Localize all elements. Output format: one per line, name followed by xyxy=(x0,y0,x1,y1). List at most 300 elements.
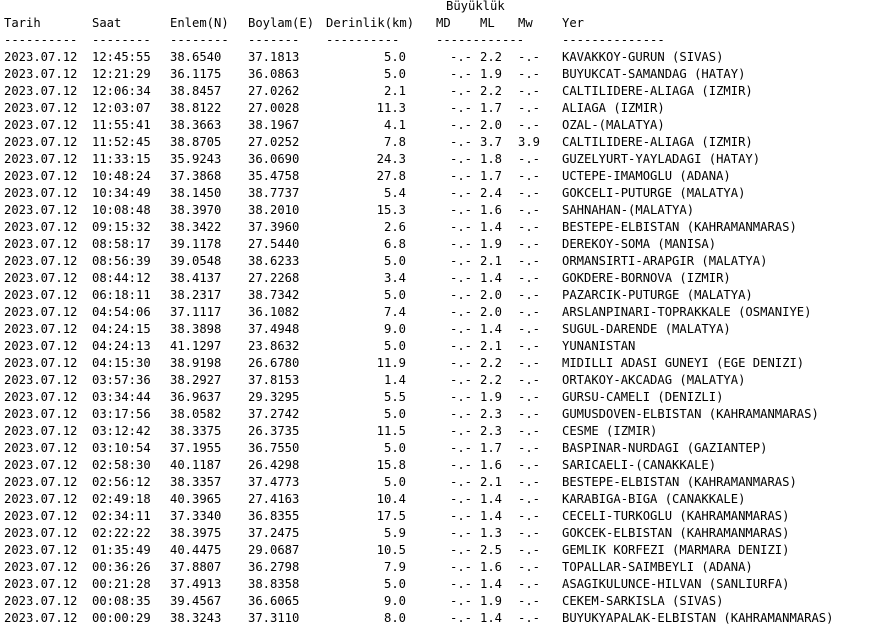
cell-ml: 1.7 xyxy=(480,169,503,183)
cell-ml: 2.4 xyxy=(480,186,503,200)
cell-md: -.- xyxy=(449,118,472,132)
cell-depth: 5.4 xyxy=(383,186,406,200)
table-row xyxy=(4,321,834,338)
cell-mw: -.- xyxy=(518,84,541,98)
cell-location: ALIAGA (IZMIR) xyxy=(562,101,665,115)
cell-lat: 38.3975 xyxy=(170,526,222,540)
table-row xyxy=(4,559,834,576)
table-row xyxy=(4,66,834,83)
cell-time: 10:48:24 xyxy=(92,169,151,183)
table-row xyxy=(4,389,834,406)
cell-lat: 41.1297 xyxy=(170,339,222,353)
cell-location: ASAGIKULUNCE-HILVAN (SANLIURFA) xyxy=(562,577,790,591)
cell-lon: 37.4773 xyxy=(248,475,300,489)
cell-time: 08:58:17 xyxy=(92,237,151,251)
cell-ml: 1.4 xyxy=(480,220,503,234)
cell-mw: -.- xyxy=(518,526,541,540)
table-row xyxy=(4,338,834,355)
cell-lat: 37.4913 xyxy=(170,577,222,591)
cell-date: 2023.07.12 xyxy=(4,288,78,302)
cell-date: 2023.07.12 xyxy=(4,169,78,183)
sep-date: ---------- xyxy=(4,33,78,47)
cell-date: 2023.07.12 xyxy=(4,339,78,353)
magnitude-group-label: Büyüklük xyxy=(446,0,505,13)
cell-lat: 38.8122 xyxy=(170,101,222,115)
cell-md: -.- xyxy=(449,373,472,387)
cell-ml: 2.3 xyxy=(480,424,503,438)
cell-mw: -.- xyxy=(518,152,541,166)
cell-mw: -.- xyxy=(518,458,541,472)
cell-mw: -.- xyxy=(518,543,541,557)
cell-depth: 7.9 xyxy=(383,560,406,574)
cell-date: 2023.07.12 xyxy=(4,84,78,98)
cell-mw: -.- xyxy=(518,169,541,183)
cell-md: -.- xyxy=(449,458,472,472)
cell-location: GUMUSDOVEN-ELBISTAN (KAHRAMANMARAS) xyxy=(562,407,819,421)
cell-date: 2023.07.12 xyxy=(4,237,78,251)
cell-location: GOKCEK-ELBISTAN (KAHRAMANMARAS) xyxy=(562,526,790,540)
cell-date: 2023.07.12 xyxy=(4,560,78,574)
cell-mw: -.- xyxy=(518,424,541,438)
cell-date: 2023.07.12 xyxy=(4,152,78,166)
cell-md: -.- xyxy=(449,50,472,64)
cell-location: MIDILLI ADASI GUNEYI (EGE DENIZI) xyxy=(562,356,805,370)
col-location-header: Yer xyxy=(562,16,585,30)
cell-location: KAVAKKOY-GURUN (SIVAS) xyxy=(562,50,724,64)
cell-lon: 27.2268 xyxy=(248,271,300,285)
cell-date: 2023.07.12 xyxy=(4,135,78,149)
cell-lat: 35.9243 xyxy=(170,152,222,166)
table-row xyxy=(4,219,834,236)
table-row xyxy=(4,576,834,593)
cell-md: -.- xyxy=(449,492,472,506)
table-row xyxy=(4,440,834,457)
cell-mw: -.- xyxy=(518,560,541,574)
cell-date: 2023.07.12 xyxy=(4,594,78,608)
cell-ml: 1.8 xyxy=(480,152,503,166)
table-row xyxy=(4,304,834,321)
cell-date: 2023.07.12 xyxy=(4,186,78,200)
cell-depth: 4.1 xyxy=(383,118,406,132)
cell-ml: 2.2 xyxy=(480,373,503,387)
cell-depth: 5.0 xyxy=(383,441,406,455)
cell-time: 00:08:35 xyxy=(92,594,151,608)
table-row xyxy=(4,185,834,202)
cell-location: GEMLIK KORFEZI (MARMARA DENIZI) xyxy=(562,543,790,557)
cell-date: 2023.07.12 xyxy=(4,254,78,268)
header-row xyxy=(4,15,834,32)
table-row xyxy=(4,134,834,151)
cell-ml: 2.0 xyxy=(480,305,503,319)
cell-lon: 36.8355 xyxy=(248,509,300,523)
cell-location: OZAL-(MALATYA) xyxy=(562,118,665,132)
cell-md: -.- xyxy=(449,390,472,404)
cell-mw: -.- xyxy=(518,475,541,489)
cell-depth: 7.8 xyxy=(383,135,406,149)
cell-ml: 3.7 xyxy=(480,135,503,149)
cell-md: -.- xyxy=(449,424,472,438)
cell-ml: 1.4 xyxy=(480,322,503,336)
cell-lat: 38.3970 xyxy=(170,203,222,217)
cell-md: -.- xyxy=(449,237,472,251)
cell-date: 2023.07.12 xyxy=(4,577,78,591)
cell-location: TOPALLAR-SAIMBEYLI (ADANA) xyxy=(562,560,753,574)
cell-md: -.- xyxy=(449,560,472,574)
cell-location: YUNANISTAN xyxy=(562,339,636,353)
cell-location: SAHNAHAN-(MALATYA) xyxy=(562,203,695,217)
cell-depth: 15.3 xyxy=(376,203,406,217)
cell-date: 2023.07.12 xyxy=(4,118,78,132)
cell-lat: 40.1187 xyxy=(170,458,222,472)
cell-lat: 36.1175 xyxy=(170,67,222,81)
cell-time: 11:33:15 xyxy=(92,152,151,166)
cell-location: DEREKOY-SOMA (MANISA) xyxy=(562,237,717,251)
cell-lon: 36.6065 xyxy=(248,594,300,608)
cell-location: KARABIGA-BIGA (CANAKKALE) xyxy=(562,492,746,506)
cell-lat: 40.4475 xyxy=(170,543,222,557)
cell-location: BUYUKYAPALAK-ELBISTAN (KAHRAMANMARAS) xyxy=(562,611,834,625)
cell-lon: 26.6780 xyxy=(248,356,300,370)
cell-ml: 1.9 xyxy=(480,390,503,404)
cell-md: -.- xyxy=(449,577,472,591)
cell-mw: -.- xyxy=(518,271,541,285)
cell-depth: 5.5 xyxy=(383,390,406,404)
cell-time: 10:34:49 xyxy=(92,186,151,200)
cell-lon: 36.0690 xyxy=(248,152,300,166)
cell-lat: 38.2927 xyxy=(170,373,222,387)
cell-time: 03:34:44 xyxy=(92,390,151,404)
cell-lat: 36.9637 xyxy=(170,390,222,404)
cell-lon: 37.2742 xyxy=(248,407,300,421)
cell-md: -.- xyxy=(449,407,472,421)
cell-md: -.- xyxy=(449,526,472,540)
cell-time: 12:03:07 xyxy=(92,101,151,115)
table-row xyxy=(4,117,834,134)
cell-mw: -.- xyxy=(518,492,541,506)
cell-time: 12:45:55 xyxy=(92,50,151,64)
cell-md: -.- xyxy=(449,475,472,489)
cell-location: UCTEPE-IMAMOGLU (ADANA) xyxy=(562,169,731,183)
cell-time: 02:49:18 xyxy=(92,492,151,506)
table-row xyxy=(4,406,834,423)
cell-time: 00:21:28 xyxy=(92,577,151,591)
cell-lat: 38.6540 xyxy=(170,50,222,64)
cell-lon: 27.0262 xyxy=(248,84,300,98)
cell-date: 2023.07.12 xyxy=(4,322,78,336)
cell-lon: 38.8358 xyxy=(248,577,300,591)
col-depth-header: Derinlik(km) xyxy=(326,16,415,30)
cell-lon: 27.4163 xyxy=(248,492,300,506)
cell-time: 08:56:39 xyxy=(92,254,151,268)
cell-depth: 2.1 xyxy=(383,84,406,98)
cell-location: ORMANSIRTI-ARAPGIR (MALATYA) xyxy=(562,254,768,268)
cell-date: 2023.07.12 xyxy=(4,509,78,523)
col-ml-header: ML xyxy=(480,16,495,30)
cell-depth: 5.0 xyxy=(383,67,406,81)
cell-depth: 5.0 xyxy=(383,475,406,489)
cell-lon: 23.8632 xyxy=(248,339,300,353)
cell-depth: 11.9 xyxy=(376,356,406,370)
cell-md: -.- xyxy=(449,288,472,302)
cell-md: -.- xyxy=(449,322,472,336)
cell-mw: -.- xyxy=(518,288,541,302)
cell-depth: 5.0 xyxy=(383,407,406,421)
cell-ml: 2.1 xyxy=(480,339,503,353)
table-row xyxy=(4,270,834,287)
cell-ml: 1.4 xyxy=(480,611,503,625)
cell-lon: 29.3295 xyxy=(248,390,300,404)
table-row xyxy=(4,151,834,168)
cell-mw: -.- xyxy=(518,577,541,591)
cell-location: SUGUL-DARENDE (MALATYA) xyxy=(562,322,731,336)
cell-lon: 38.2010 xyxy=(248,203,300,217)
cell-depth: 5.0 xyxy=(383,288,406,302)
cell-lon: 35.4758 xyxy=(248,169,300,183)
cell-depth: 10.4 xyxy=(376,492,406,506)
cell-location: GURSU-CAMELI (DENIZLI) xyxy=(562,390,724,404)
cell-depth: 15.8 xyxy=(376,458,406,472)
col-md-header: MD xyxy=(436,16,451,30)
cell-md: -.- xyxy=(449,169,472,183)
sep-lon: ------- xyxy=(248,33,300,47)
cell-lat: 37.3340 xyxy=(170,509,222,523)
cell-date: 2023.07.12 xyxy=(4,203,78,217)
cell-depth: 5.9 xyxy=(383,526,406,540)
cell-ml: 2.5 xyxy=(480,543,503,557)
cell-time: 02:56:12 xyxy=(92,475,151,489)
cell-time: 04:24:15 xyxy=(92,322,151,336)
cell-lon: 36.2798 xyxy=(248,560,300,574)
cell-md: -.- xyxy=(449,186,472,200)
col-lon-header: Boylam(E) xyxy=(248,16,315,30)
cell-ml: 1.9 xyxy=(480,67,503,81)
cell-md: -.- xyxy=(449,254,472,268)
cell-ml: 2.0 xyxy=(480,118,503,132)
cell-md: -.- xyxy=(449,594,472,608)
cell-depth: 3.4 xyxy=(383,271,406,285)
cell-date: 2023.07.12 xyxy=(4,407,78,421)
cell-ml: 2.1 xyxy=(480,475,503,489)
cell-date: 2023.07.12 xyxy=(4,526,78,540)
cell-location: ORTAKOY-AKCADAG (MALATYA) xyxy=(562,373,746,387)
cell-date: 2023.07.12 xyxy=(4,543,78,557)
cell-lat: 38.4137 xyxy=(170,271,222,285)
cell-time: 02:34:11 xyxy=(92,509,151,523)
cell-location: GOKCELI-PUTURGE (MALATYA) xyxy=(562,186,746,200)
cell-lon: 36.7550 xyxy=(248,441,300,455)
cell-date: 2023.07.12 xyxy=(4,101,78,115)
cell-lat: 37.8807 xyxy=(170,560,222,574)
cell-lat: 38.3243 xyxy=(170,611,222,625)
sep-depth: ---------- xyxy=(326,33,400,47)
table-row xyxy=(4,168,834,185)
cell-mw: -.- xyxy=(518,305,541,319)
table-row xyxy=(4,372,834,389)
cell-mw: -.- xyxy=(518,254,541,268)
sep-location: -------------- xyxy=(562,33,665,47)
cell-lat: 38.3663 xyxy=(170,118,222,132)
cell-depth: 11.3 xyxy=(376,101,406,115)
cell-lon: 27.0028 xyxy=(248,101,300,115)
table-row xyxy=(4,542,834,559)
cell-mw: -.- xyxy=(518,339,541,353)
cell-date: 2023.07.12 xyxy=(4,441,78,455)
cell-date: 2023.07.12 xyxy=(4,475,78,489)
cell-time: 08:44:12 xyxy=(92,271,151,285)
cell-mw: -.- xyxy=(518,441,541,455)
cell-mw: -.- xyxy=(518,509,541,523)
cell-lat: 40.3965 xyxy=(170,492,222,506)
cell-ml: 2.1 xyxy=(480,254,503,268)
cell-location: CEKEM-SARKISLA (SIVAS) xyxy=(562,594,724,608)
cell-time: 03:10:54 xyxy=(92,441,151,455)
cell-location: CESME (IZMIR) xyxy=(562,424,658,438)
table-row xyxy=(4,287,834,304)
cell-ml: 1.3 xyxy=(480,526,503,540)
cell-lon: 37.3960 xyxy=(248,220,300,234)
col-time-header: Saat xyxy=(92,16,122,30)
cell-depth: 5.0 xyxy=(383,577,406,591)
cell-time: 02:22:22 xyxy=(92,526,151,540)
cell-time: 11:52:45 xyxy=(92,135,151,149)
cell-depth: 17.5 xyxy=(376,509,406,523)
cell-ml: 1.6 xyxy=(480,203,503,217)
cell-md: -.- xyxy=(449,67,472,81)
cell-ml: 1.4 xyxy=(480,577,503,591)
table-row xyxy=(4,49,834,66)
cell-time: 03:57:36 xyxy=(92,373,151,387)
col-date-header: Tarih xyxy=(4,16,41,30)
cell-mw: -.- xyxy=(518,50,541,64)
cell-ml: 2.2 xyxy=(480,50,503,64)
cell-location: CECELI-TURKOGLU (KAHRAMANMARAS) xyxy=(562,509,790,523)
table-row xyxy=(4,508,834,525)
cell-location: GOKDERE-BORNOVA (IZMIR) xyxy=(562,271,731,285)
cell-depth: 5.0 xyxy=(383,50,406,64)
cell-lon: 26.3735 xyxy=(248,424,300,438)
table-row xyxy=(4,100,834,117)
cell-lon: 36.0863 xyxy=(248,67,300,81)
earthquake-listing xyxy=(4,0,834,627)
cell-lat: 38.1450 xyxy=(170,186,222,200)
cell-date: 2023.07.12 xyxy=(4,373,78,387)
cell-lon: 26.4298 xyxy=(248,458,300,472)
cell-time: 12:06:34 xyxy=(92,84,151,98)
cell-lat: 39.1178 xyxy=(170,237,222,251)
cell-lon: 36.1082 xyxy=(248,305,300,319)
cell-mw: -.- xyxy=(518,356,541,370)
cell-md: -.- xyxy=(449,356,472,370)
cell-location: BUYUKCAT-SAMANDAG (HATAY) xyxy=(562,67,746,81)
cell-time: 03:17:56 xyxy=(92,407,151,421)
cell-location: BESTEPE-ELBISTAN (KAHRAMANMARAS) xyxy=(562,220,797,234)
cell-lon: 37.4948 xyxy=(248,322,300,336)
col-lat-header: Enlem(N) xyxy=(170,16,229,30)
cell-location: GUZELYURT-YAYLADAGI (HATAY) xyxy=(562,152,761,166)
cell-time: 01:35:49 xyxy=(92,543,151,557)
cell-md: -.- xyxy=(449,509,472,523)
header-group-line xyxy=(4,0,834,15)
cell-date: 2023.07.12 xyxy=(4,271,78,285)
cell-md: -.- xyxy=(449,271,472,285)
cell-time: 04:24:13 xyxy=(92,339,151,353)
cell-time: 02:58:30 xyxy=(92,458,151,472)
cell-lon: 38.6233 xyxy=(248,254,300,268)
cell-date: 2023.07.12 xyxy=(4,50,78,64)
cell-md: -.- xyxy=(449,543,472,557)
cell-mw: -.- xyxy=(518,203,541,217)
cell-time: 10:08:48 xyxy=(92,203,151,217)
cell-ml: 2.0 xyxy=(480,288,503,302)
cell-lat: 38.3422 xyxy=(170,220,222,234)
cell-mw: -.- xyxy=(518,407,541,421)
cell-lat: 38.3375 xyxy=(170,424,222,438)
cell-ml: 1.6 xyxy=(480,458,503,472)
cell-depth: 8.0 xyxy=(383,611,406,625)
cell-md: -.- xyxy=(449,101,472,115)
sep-time: -------- xyxy=(92,33,151,47)
cell-location: PAZARCIK-PUTURGE (MALATYA) xyxy=(562,288,753,302)
cell-depth: 24.3 xyxy=(376,152,406,166)
table-row xyxy=(4,83,834,100)
table-row xyxy=(4,355,834,372)
cell-mw: -.- xyxy=(518,237,541,251)
cell-depth: 11.5 xyxy=(376,424,406,438)
cell-lat: 38.8457 xyxy=(170,84,222,98)
cell-date: 2023.07.12 xyxy=(4,220,78,234)
cell-date: 2023.07.12 xyxy=(4,390,78,404)
cell-mw: -.- xyxy=(518,322,541,336)
cell-lat: 38.8705 xyxy=(170,135,222,149)
table-row xyxy=(4,474,834,491)
cell-lat: 39.4567 xyxy=(170,594,222,608)
cell-md: -.- xyxy=(449,135,472,149)
cell-lon: 27.5440 xyxy=(248,237,300,251)
cell-lat: 37.1117 xyxy=(170,305,222,319)
table-row xyxy=(4,236,834,253)
cell-lon: 37.2475 xyxy=(248,526,300,540)
cell-ml: 1.9 xyxy=(480,237,503,251)
cell-mw: -.- xyxy=(518,118,541,132)
cell-time: 03:12:42 xyxy=(92,424,151,438)
cell-lat: 39.0548 xyxy=(170,254,222,268)
cell-location: CALTILIDERE-ALIAGA (IZMIR) xyxy=(562,84,753,98)
cell-md: -.- xyxy=(449,220,472,234)
cell-time: 06:18:11 xyxy=(92,288,151,302)
table-row xyxy=(4,610,834,627)
cell-ml: 1.4 xyxy=(480,271,503,285)
cell-ml: 1.9 xyxy=(480,594,503,608)
cell-ml: 1.6 xyxy=(480,560,503,574)
cell-lat: 38.9198 xyxy=(170,356,222,370)
cell-depth: 9.0 xyxy=(383,322,406,336)
table-row xyxy=(4,253,834,270)
col-mw-header: Mw xyxy=(518,16,533,30)
table-row xyxy=(4,491,834,508)
cell-md: -.- xyxy=(449,611,472,625)
cell-time: 09:15:32 xyxy=(92,220,151,234)
cell-md: -.- xyxy=(449,305,472,319)
earthquake-rows xyxy=(4,49,834,627)
cell-location: ARSLANPINARI-TOPRAKKALE (OSMANIYE) xyxy=(562,305,812,319)
cell-mw: -.- xyxy=(518,390,541,404)
cell-mw: -.- xyxy=(518,67,541,81)
cell-lon: 38.1967 xyxy=(248,118,300,132)
cell-depth: 6.8 xyxy=(383,237,406,251)
cell-depth: 7.4 xyxy=(383,305,406,319)
cell-lon: 29.0687 xyxy=(248,543,300,557)
cell-md: -.- xyxy=(449,84,472,98)
